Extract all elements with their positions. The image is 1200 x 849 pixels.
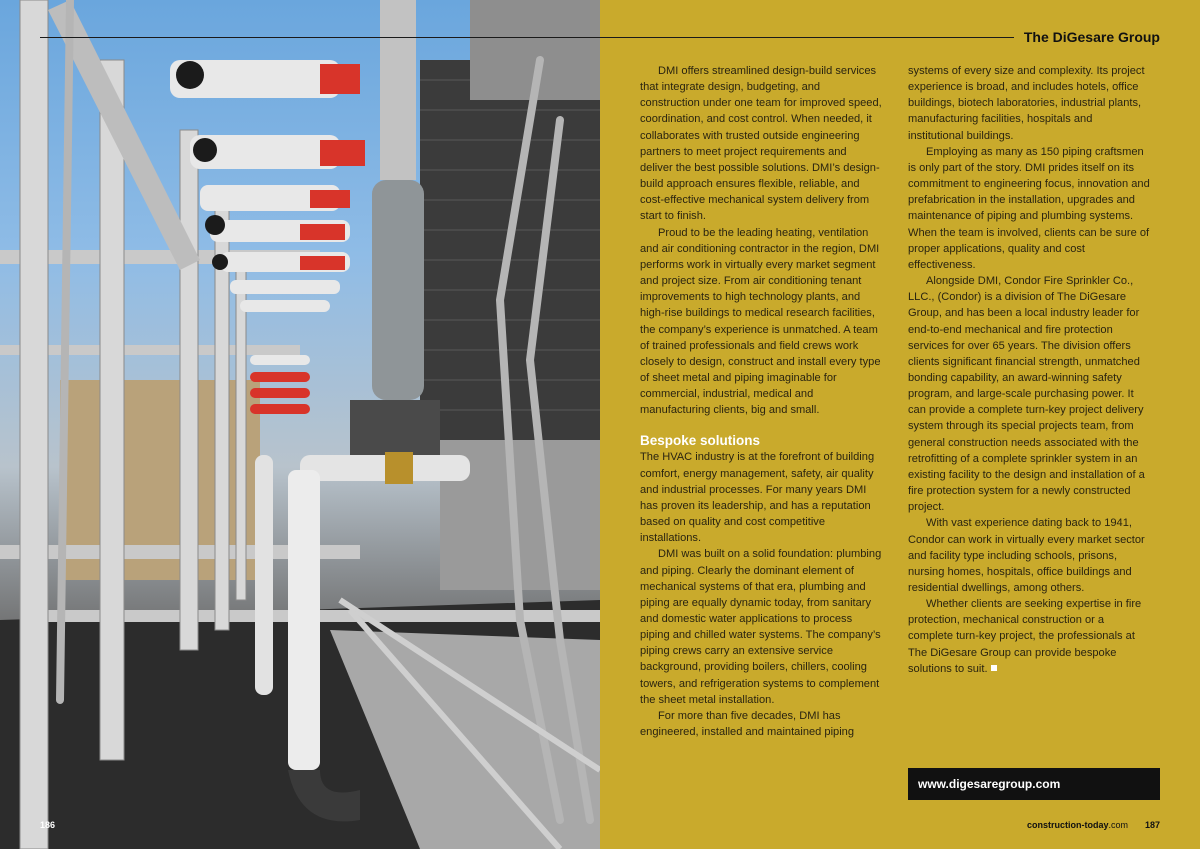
section-heading: Bespoke solutions [640, 433, 761, 449]
footer-site-name [1027, 820, 1128, 830]
paragraph: DMI offers streamlined design-build services that integrate design, budgeting, and construction under one team for improved speed, coordination, and cost control. When needed, it collaborates with trusted outside engineering partners to meet project requirements and deliver the best possible solutions. DMI’s design-build approach ensures flexible, reliable, and cost-effective mechanical system delivery from start to finish. [640, 65, 882, 223]
paragraph-text: Whether clients are seeking expertise in fire protection, mechanical construction or a complete turn-key project, the professionals at The DiGesare Group can provide bespoke solutions to suit. [908, 598, 1142, 675]
paragraph: The HVAC industry is at the forefront of building comfort, energy management, safety, air quality and industrial processes. For many years DMI has proven its leadership, and has a reputation based on quality and cost competitive installations. [640, 451, 875, 545]
article-page [600, 0, 1200, 849]
header-rule-left [40, 37, 600, 38]
paragraph: For more than five decades, DMI has engineered, installed and maintained piping [640, 709, 855, 739]
end-of-article-icon [991, 665, 997, 671]
article-column-1 [640, 63, 882, 740]
paragraph: Proud to be the leading heating, ventilation and air conditioning contractor in the region, DMI performs work in virtually every market segment and project size. From air conditioning tenant improvements to high technology plants, and high-rise buildings to medical research facilities, the company’s experience is unmatched. A team of trained professionals and field crews work closely to design, construct and install every type of sheet metal and piping imaginable for commercial, industrial, medical and manufacturing clients, big and small. [640, 226, 881, 417]
paragraph: Alongside DMI, Condor Fire Sprinkler Co., LLC., (Condor) is a division of The DiGesare Group, and has been a local industry leader for end-to-end mechanical and fire protection services for over 65 years. The division offers clients significant financial strength, unmatched bonding capability, an award-winning safety program, and large-scale purchasing power. It can provide a complete turn-key project delivery system through its special projects team, from general construction needs associated with the retrofitting of a complete sprinkler system in an existing facility to the design and installation of a fire protection system for a newly constructed project. [908, 275, 1145, 514]
page-number-left: 186 [40, 820, 56, 830]
header-rule-right [600, 37, 1014, 38]
paragraph: DMI was built on a solid foundation: plumbing and piping. Clearly the dominant element of mechanical systems of that era, plumbing and piping are equally dynamic today, from sanitary and domestic water applications to process piping and chilled water systems. The company’s piping crews carry an extensive service background, providing boilers, chillers, cooling towers, and refrigeration systems to complement the sheet metal installation. [640, 548, 882, 706]
paragraph-final [908, 596, 1150, 677]
website-link[interactable]: www.digesaregroup.com [908, 768, 1160, 800]
footer-site-bold: construction-today [1026, 820, 1109, 830]
article-column-2 [908, 63, 1150, 677]
paragraph: With vast experience dating back to 1941, Condor can work in virtually every market sector and facility type including schools, prisons, nursing homes, hospitals, office buildings and residential dwellings, among others. [908, 517, 1145, 594]
brand-title: The DiGesare Group [1023, 29, 1160, 45]
page-number-right: 187 [1144, 820, 1160, 830]
paragraph: systems of every size and complexity. Its project experience is broad, and includes hotels, office buildings, biotech laboratories, industrial plants, manufacturing facilities, hospitals and institutional buildings. [908, 65, 1145, 142]
paragraph: Employing as many as 150 piping craftsmen is only part of the story. DMI prides itself on its commitment to engineering focus, innovation and prefabrication in the installation, upgrades and maintenance of piping and plumbing systems. When the team is involved, clients can be sure of proper applications, quality and cost effectiveness. [908, 145, 1150, 271]
footer-site-suffix: .com [1108, 820, 1128, 830]
